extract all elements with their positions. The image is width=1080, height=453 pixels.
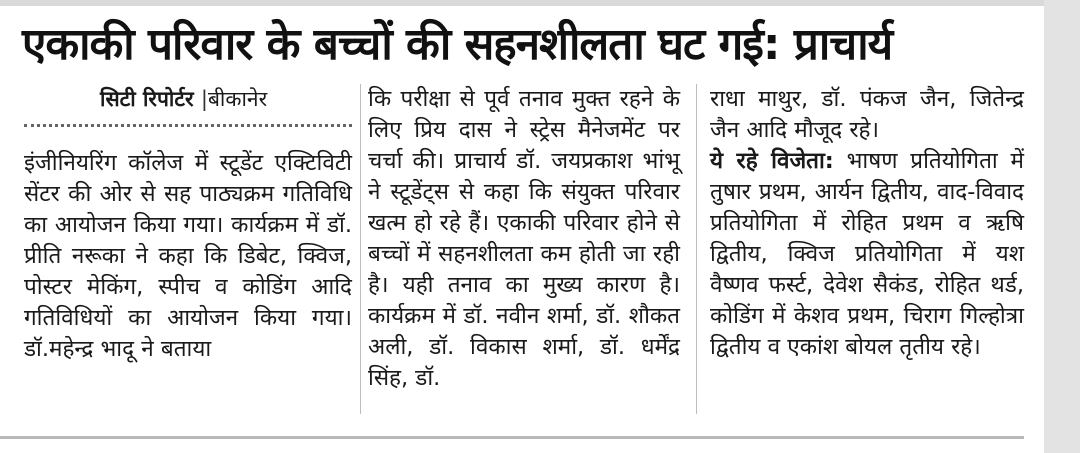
column-divider-2	[696, 84, 697, 414]
article-column-3	[710, 84, 1024, 363]
top-rule	[0, 0, 1080, 6]
column3-winners	[710, 146, 1024, 363]
winners-label: ये रहे विजेता:	[710, 148, 834, 174]
page-edge-strip	[1044, 0, 1080, 453]
column2-text: कि परीक्षा से पूर्व तनाव मुक्त रहने के लिए प्रिय दास ने स्ट्रेस मैनेजमेंट पर चर्चा की। प्राचार्य डॉ. जयप्रकाश भांभू ने स्टूडेंट्स से कहा कि संयुक्त परिवार खत्म हो रहे हैं। एकाकी परिवार होने से बच्चों में सहनशीलता कम होती जा रही है। यही तनाव का मुख्य कारण है। कार्यक्रम में डॉ. नवीन शर्मा, डॉ. शौकत अली, डॉ. विकास शर्मा, डॉ. धर्मेंद्र सिंह, डॉ.	[368, 86, 680, 391]
column-divider-1	[360, 84, 361, 414]
column1-text: इंजीनियरिंग कॉलेज में स्टूडेंट एक्टिविटी सेंटर की ओर से सह पाठ्यक्रम गतिविधि का आयोजन किया गया। कार्यक्रम में डॉ. प्रीति नरूका ने कहा कि डिबेट, क्विज, पोस्टर मेकिंग, स्पीच व कोडिंग आदि गतिविधियों का आयोजन किया गया। डॉ.महेन्द्र भादू ने बताया	[24, 150, 352, 362]
byline-separator: |	[200, 87, 208, 111]
byline-place: बीकानेर	[207, 87, 268, 111]
byline-reporter: सिटी रिपोर्टर	[100, 87, 194, 111]
dotted-divider	[24, 124, 352, 127]
bottom-rule	[0, 436, 1024, 439]
column3-intro: राधा माथुर, डॉ. पंकज जैन, जितेन्द्र जैन आदि मौजूद रहे।	[710, 86, 1024, 143]
byline	[100, 84, 360, 114]
article-column-1	[24, 148, 352, 365]
winners-text: भाषण प्रतियोगिता में तुषार प्रथम, आर्यन द्वितीय, वाद-विवाद प्रतियोगिता में रोहित प्रथम व ऋषि द्वितीय, क्विज प्रतियोगिता में यश वैष्णव फर्स्ट, देवेश सैकंड, रोहित थर्ड, कोडिंग में केशव प्रथम, चिराग गिल्होत्रा द्वितीय व एकांश बोयल तृतीय रहे।	[710, 148, 1024, 360]
headline: एकाकी परिवार के बच्चों की सहनशीलता घट गई: प्राचार्य	[22, 19, 893, 70]
article-column-2	[368, 84, 680, 394]
